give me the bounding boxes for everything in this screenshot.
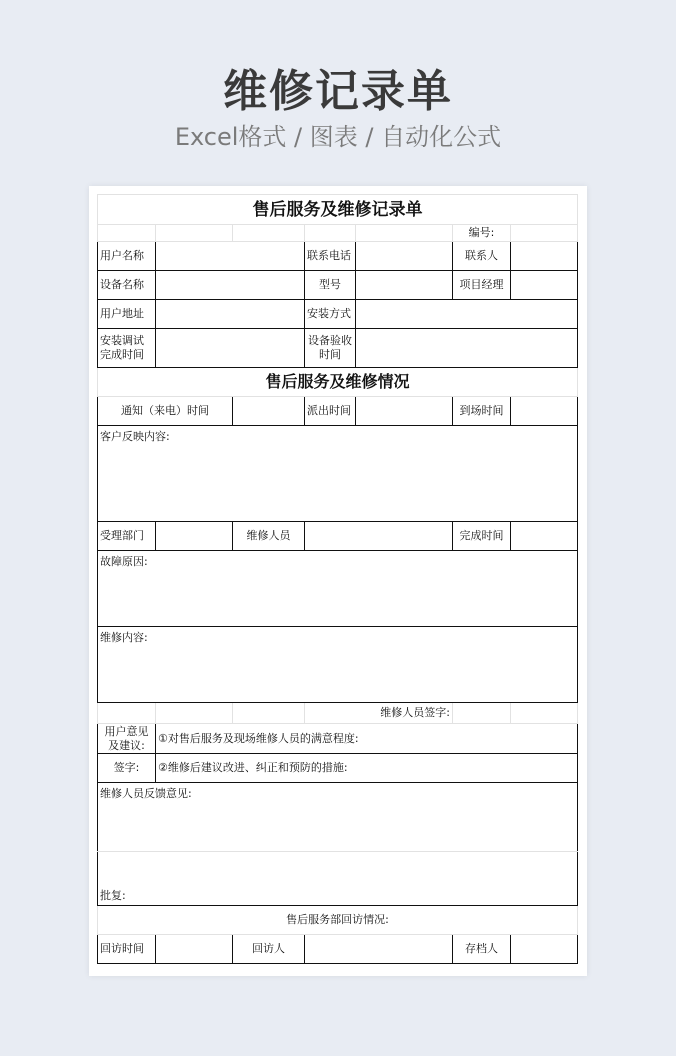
revisit-title-row [98,906,578,935]
model-value[interactable] [356,271,453,300]
install-debug-time-label: 安装调试完成时间 [98,329,156,368]
fault-cause-row [98,551,578,627]
finish-time-value[interactable] [511,522,578,551]
timing-row [98,397,578,426]
revisit-row [98,935,578,964]
project-manager-value[interactable] [511,271,578,300]
install-method-value[interactable] [356,300,578,329]
staff-feedback-row [98,783,578,852]
form-title-row [98,195,578,225]
repair-staff-label: 维修人员 [233,522,305,551]
arrival-time-value[interactable] [511,397,578,426]
user-info-row [98,242,578,271]
form-title: 售后服务及维修记录单 [98,195,578,225]
banner-subtitle: Excel格式 / 图表 / 自动化公式 [174,123,502,151]
dispatch-time-label: 派出时间 [305,397,356,426]
section-title: 售后服务及维修情况 [98,368,578,397]
user-name-value[interactable] [156,242,305,271]
contact-person-value[interactable] [511,242,578,271]
user-opinion-label: 用户意见及建议: [98,724,156,754]
device-info-row [98,271,578,300]
user-name-label: 用户名称 [98,242,156,271]
acceptance-time-label: 设备验收时间 [305,329,356,368]
staff-feedback-label: 维修人员反馈意见: [100,787,192,800]
contact-person-label: 联系人 [453,242,511,271]
customer-feedback-row [98,426,578,522]
repair-content-label: 维修内容: [100,631,148,644]
device-name-value[interactable] [156,271,305,300]
contact-phone-label: 联系电话 [305,242,356,271]
improvement-row [98,754,578,783]
notify-time-value[interactable] [233,397,305,426]
finish-time-label: 完成时间 [453,522,511,551]
archivist-value[interactable] [511,935,578,964]
user-address-label: 用户地址 [98,300,156,329]
acceptance-time-value[interactable] [356,329,578,368]
install-time-row [98,329,578,368]
section-title-row [98,368,578,397]
notify-time-label: 通知（来电）时间 [98,397,233,426]
model-label: 型号 [305,271,356,300]
satisfaction-row [98,724,578,754]
device-name-label: 设备名称 [98,271,156,300]
repair-signature-label: 维修人员签字: [305,703,453,724]
contact-phone-value[interactable] [356,242,453,271]
customer-feedback-field[interactable] [98,426,578,522]
dispatch-time-value[interactable] [356,397,453,426]
repair-content-field[interactable] [98,627,578,703]
arrival-time-label: 到场时间 [453,397,511,426]
archivist-label: 存档人 [453,935,511,964]
form-sheet [89,186,587,976]
repair-signature-value[interactable] [453,703,511,724]
repair-staff-value[interactable] [305,522,453,551]
dept-row [98,522,578,551]
fault-cause-field[interactable] [98,551,578,627]
install-method-label: 安装方式 [305,300,356,329]
repair-record-table [97,194,578,964]
project-manager-label: 项目经理 [453,271,511,300]
improvement-label: ②维修后建议改进、纠正和预防的措施: [158,761,348,774]
install-debug-time-value[interactable] [156,329,305,368]
user-address-value[interactable] [156,300,305,329]
number-value[interactable] [511,225,578,242]
repair-content-row [98,627,578,703]
fault-cause-label: 故障原因: [100,555,148,568]
approval-field[interactable] [98,852,578,906]
satisfaction-label: ①对售后服务及现场维修人员的满意程度: [158,731,359,745]
staff-feedback-field[interactable] [98,783,578,852]
revisit-person-value[interactable] [305,935,453,964]
accept-dept-value[interactable] [156,522,233,551]
approval-label: 批复: [100,889,126,902]
revisit-time-label: 回访时间 [98,935,156,964]
number-row [98,225,578,242]
signature-label: 签字: [98,754,156,783]
revisit-person-label: 回访人 [233,935,305,964]
banner-title: 维修记录单 [223,66,453,117]
repair-signature-row [98,703,578,724]
number-label: 编号: [453,225,511,242]
customer-feedback-label: 客户反映内容: [100,430,170,443]
improvement-field[interactable] [156,754,578,783]
revisit-title: 售后服务部回访情况: [98,906,578,935]
satisfaction-field[interactable] [156,724,578,754]
accept-dept-label: 受理部门 [98,522,156,551]
revisit-time-value[interactable] [156,935,233,964]
approval-row [98,852,578,906]
address-row [98,300,578,329]
